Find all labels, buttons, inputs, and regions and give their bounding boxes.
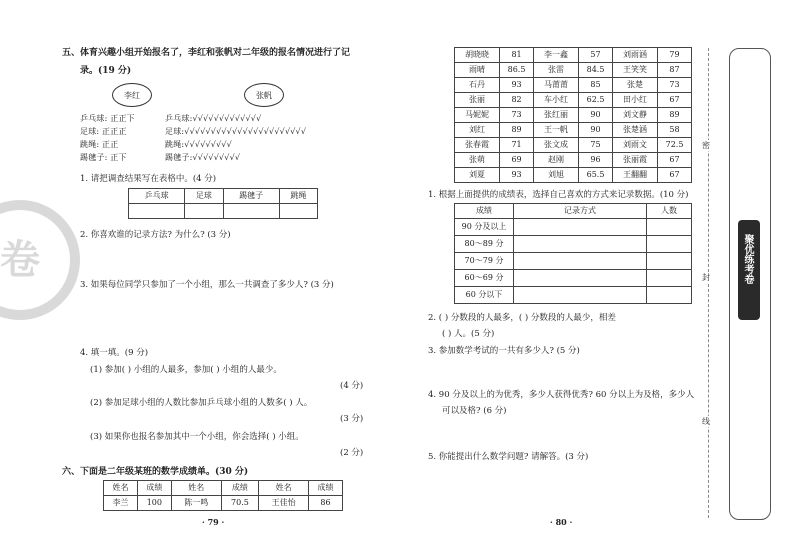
table-row [455,168,692,183]
question-2: 2. 你喜欢谁的记录方法? 为什么? (3 分) [80,230,231,240]
table-cell: 93 [500,78,534,93]
table-header: 成绩 [309,481,343,496]
answer-cell[interactable] [514,236,647,253]
table-cell: 58 [658,123,692,138]
answer-cell[interactable] [185,204,223,219]
table-cell: 张雷 [533,63,578,78]
table-cell: 胡晓晓 [455,48,500,63]
table-header: 人数 [647,204,692,219]
binding-line [708,48,709,518]
table-cell: 85 [579,78,613,93]
tally-record-a [80,112,135,164]
table-row [455,108,692,123]
tally-record-b [165,112,306,164]
table-cell: 73 [658,78,692,93]
table-cell: 马妮妮 [455,108,500,123]
brand-text: 聚优练考卷 [742,234,753,284]
tally-row: 乒乓球: 正正下 [80,114,135,123]
table-cell: 赵刚 [533,153,578,168]
question-1: 1. 请把调查结果写在表格中。(4 分) [80,174,217,184]
table-row [455,93,692,108]
right-question-2: 2. ( ) 分数段的人最多，( ) 分数段的人最少，相差 [428,313,616,323]
question-4-2-score: (3 分) [340,414,364,424]
table-cell: 87 [658,63,692,78]
table-cell: 张楚涵 [612,123,657,138]
table-header: 踢毽子 [223,189,279,204]
bubble-b-text: 张帆 [256,90,272,100]
table-cell: 刘旭 [533,168,578,183]
table-cell: 王笑笑 [612,63,657,78]
q5-title: 五、体育兴趣小组开始报名了，李红和张帆对二年级的报名情况进行了记 [62,48,351,58]
table-cell: 65.5 [579,168,613,183]
answer-cell[interactable] [279,204,317,219]
table-cell: 刘文静 [612,108,657,123]
table-cell: 89 [500,123,534,138]
table-cell: 90 [579,123,613,138]
table-cell: 90 [579,108,613,123]
table-cell: 86 [309,496,343,511]
right-question-3: 3. 参加数学考试的一共有多少人? (5 分) [428,346,580,356]
table-cell: 67 [658,168,692,183]
grade-table-left [103,480,343,511]
answer-cell[interactable] [514,219,647,236]
table-cell: 69 [500,153,534,168]
table-cell: 100 [137,496,171,511]
answer-cell[interactable] [647,253,692,270]
grade-table-right [454,47,692,183]
score-range-cell: 70～79 分 [455,253,514,270]
table-cell: 86.5 [500,63,534,78]
seal-mark: 密 [702,141,710,150]
record-table [454,203,692,304]
seal-mark: 线 [702,417,710,426]
table-cell: 李一鑫 [533,48,578,63]
answer-cell[interactable] [647,236,692,253]
answer-cell[interactable] [647,219,692,236]
table-header: 记录方式 [514,204,647,219]
table-cell: 陈一鸣 [171,496,221,511]
table-cell: 84.5 [579,63,613,78]
answer-cell[interactable] [223,204,279,219]
table-cell: 79 [658,48,692,63]
brand-logo [738,220,760,320]
table-cell: 张萌 [455,153,500,168]
right-question-2-cont: ( ) 人。(5 分) [442,329,495,339]
table-cell: 马莆莆 [533,78,578,93]
table-cell: 张红丽 [533,108,578,123]
table-cell: 96 [579,153,613,168]
table-row [455,219,692,236]
tally-row: 踢毽子:√√√√√√√√√ [165,153,241,162]
table-cell: 张春霞 [455,138,500,153]
table-header: 跳绳 [279,189,317,204]
question-4-1-score: (4 分) [340,381,364,391]
table-cell: 71 [500,138,534,153]
watermark-seal-text: 卷 [0,236,40,283]
table-cell: 王一帆 [533,123,578,138]
table-row [455,253,692,270]
table-cell: 67 [658,153,692,168]
q5-title-cont: 录。(19 分) [80,66,132,76]
question-3: 3. 如果每位同学只参加了一个小组，那么一共调查了多少人? (3 分) [80,280,334,290]
speech-bubble-a [112,83,152,107]
table-cell: 刘红 [455,123,500,138]
right-question-1: 1. 根据上面提供的成绩表，选择自己喜欢的方式来记录数据。(10 分) [428,190,689,200]
table-row [455,48,692,63]
table-cell: 81 [500,48,534,63]
table-row [455,153,692,168]
score-range-cell: 60 分以下 [455,287,514,304]
table-row [455,78,692,93]
table-cell: 75 [579,138,613,153]
table-header: 姓名 [104,481,138,496]
table-cell: 67 [658,93,692,108]
table-cell: 张丽 [455,93,500,108]
table-header: 足球 [185,189,223,204]
question-4: 4. 填一填。(9 分) [80,348,149,358]
answer-cell[interactable] [647,287,692,304]
page-number-right: · 80 · [550,517,573,527]
score-range-cell: 90 分及以上 [455,219,514,236]
table-cell: 雨晴 [455,63,500,78]
table-cell: 李兰 [104,496,138,511]
table-header: 姓名 [171,481,221,496]
tally-row: 乒乓球:√√√√√√√√√√√√√ [165,114,262,123]
table-cell: 70.5 [221,496,259,511]
answer-cell[interactable] [514,253,647,270]
speech-bubble-b [244,83,284,107]
tally-row: 跳绳:√√√√√√√√√ [165,140,232,149]
tally-row: 足球: 正正正 [80,127,127,136]
table-cell: 刘雨文 [612,138,657,153]
question-4-2: (2) 参加足球小组的人数比参加乒乓球小组的人数多( ) 人。 [90,398,313,408]
seal-mark: 封 [702,273,710,282]
page-number-left: · 79 · [202,517,225,527]
table-cell: 刘雨涵 [612,48,657,63]
answer-cell[interactable] [647,270,692,287]
table-row [455,236,692,253]
table-cell: 田小红 [612,93,657,108]
right-question-4: 4. 90 分及以上的为优秀，多少人获得优秀? 60 分以上为及格，多少人 [428,390,695,400]
table-cell: 89 [658,108,692,123]
table-cell: 张文成 [533,138,578,153]
question-4-3: (3) 如果你也报名参加其中一个小组，你会选择( ) 小组。 [90,432,304,442]
table-cell: 73 [500,108,534,123]
score-range-cell: 80～89 分 [455,236,514,253]
table-cell: 张楚 [612,78,657,93]
tally-row: 踢毽子: 正下 [80,153,127,162]
table-row [455,63,692,78]
answer-cell[interactable] [514,270,647,287]
tally-row: 足球:√√√√√√√√√√√√√√√√√√√√√√√ [165,127,307,136]
table-header: 成绩 [137,481,171,496]
q6-title: 六、下面是二年级某班的数学成绩单。(30 分) [62,467,249,477]
question-4-3-score: (2 分) [340,448,364,458]
table-cell: 72.5 [658,138,692,153]
table-row [455,287,692,304]
table-cell: 王翻翻 [612,168,657,183]
right-question-5: 5. 你能提出什么数学问题? 请解答。(3 分) [428,452,589,462]
table-cell: 82 [500,93,534,108]
table-cell: 张丽霞 [612,153,657,168]
table-cell: 石丹 [455,78,500,93]
table-header: 姓名 [259,481,309,496]
table-cell: 刘夏 [455,168,500,183]
bubble-a-text: 李红 [124,90,140,100]
table-header: 成绩 [455,204,514,219]
table-cell: 车小红 [533,93,578,108]
table-row [455,270,692,287]
question-4-1: (1) 参加( ) 小组的人最多，参加( ) 小组的人最少。 [90,365,282,375]
score-range-cell: 60～69 分 [455,270,514,287]
table-cell: 57 [579,48,613,63]
answer-cell[interactable] [514,287,647,304]
tally-row: 跳绳: 正正 [80,140,119,149]
table-header: 成绩 [221,481,259,496]
table-row [455,123,692,138]
table-cell: 93 [500,168,534,183]
table-row [455,138,692,153]
table-header: 乒乓球 [129,189,185,204]
right-question-4-cont: 可以及格? (6 分) [442,406,507,416]
tally-answer-table [128,188,318,219]
table-cell: 62.5 [579,93,613,108]
table-cell: 王佳怡 [259,496,309,511]
answer-cell[interactable] [129,204,185,219]
